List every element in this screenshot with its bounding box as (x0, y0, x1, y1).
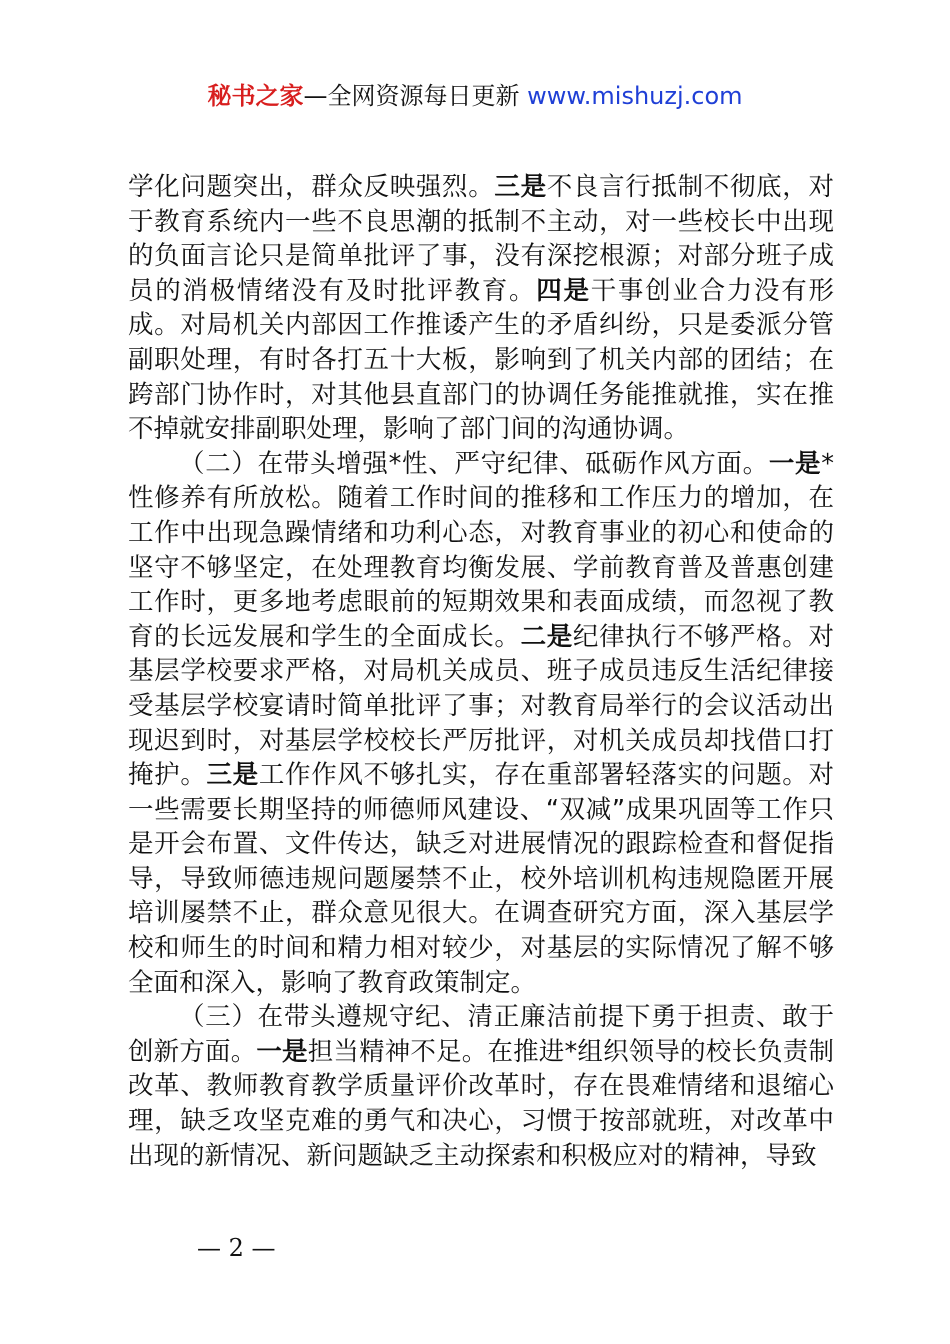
header-url: www.mishuzj.com (527, 82, 743, 110)
page-number: — 2 — (197, 1234, 276, 1262)
text-segment: 纪律执行不够严格。对基层学校要求严格，对局机关成员、班子成员违反生活纪律接受基层学校宴请时简单批评了事；对教育局举行的会议活动出现迟到时，对基层学校校长严厉批评，对机关成员却找借口打掩护。 (128, 621, 834, 791)
bold-marker: 三是 (206, 760, 259, 791)
text-segment: 学化问题突出，群众反映强烈。 (128, 172, 495, 202)
text-segment: 干事创业合力没有形成。对局机关内部因工作推诿产生的矛盾纠纷，只是委派分管副职处理，有时各打五十大板，影响到了机关内部的团结；在跨部门协作时，对其他县直部门的协调任务能推就推，实在推不掉就安排副职处理，影响了部门间的沟通协调。 (128, 275, 834, 445)
text-segment: （三）在带头遵规守纪、清正廉洁前提下勇于担责、敢于创新方面。 (128, 1002, 834, 1067)
text-segment: 工作作风不够扎实，存在重部署轻落实的问题。对一些需要长期坚持的师德师风建设、“双减”成果巩固等工作只是开会布置、文件传达，缺乏对进展情况的跟踪检查和督促指导，导致师德违规问题屡禁不止，校外培训机构违规隐匿开展培训屡禁不止，群众意见很大。在调查研究方面，深入基层学校和师生的时间和精力相对较少，对基层的实际情况了解不够全面和深入，影响了教育政策制定。 (128, 760, 834, 998)
bold-marker: 四是 (536, 275, 591, 306)
bold-marker: 二是 (520, 621, 573, 652)
brand-name: 秘书之家 (207, 82, 304, 110)
document-body (128, 170, 834, 1173)
text-segment: （二）在带头增强*性、严守纪律、砥砺作风方面。 (179, 448, 769, 479)
header-slogan: —全网资源每日更新 (303, 82, 528, 110)
text-segment: 担当精神不足。在推进*组织领导的校长负责制改革、教师教育教学质量评价改革时，存在畏难情绪和退缩心理，缺乏攻坚克难的勇气和决心，习惯于按部就班，对改革中出现的新情况、新问题缺乏主动探索和积极应对的精神，导致 (128, 1036, 834, 1171)
bold-marker: 一是 (768, 448, 822, 479)
text-segment: 不良言行抵制不彻底，对于教育系统内一些不良思潮的抵制不主动，对一些校长中出现的负面言论只是简单批评了事，没有深挖根源；对部分班子成员的消极情绪没有及时批评教育。 (128, 172, 834, 306)
paragraph-2 (128, 447, 834, 1001)
bold-marker: 一是 (256, 1036, 308, 1067)
text-segment: *性修养有所放松。随着工作时间的推移和工作压力的增加，在工作中出现急躁情绪和功利心态，对教育事业的初心和使命的坚守不够坚定，在处理教育均衡发展、学前教育普及普惠创建工作时，更多地考虑眼前的短期效果和表面成绩，而忽视了教育的长远发展和学生的全面成长。 (128, 448, 834, 652)
paragraph-1 (128, 170, 834, 447)
bold-marker: 三是 (494, 172, 547, 202)
paragraph-3 (128, 1000, 834, 1173)
page-header (0, 79, 950, 113)
